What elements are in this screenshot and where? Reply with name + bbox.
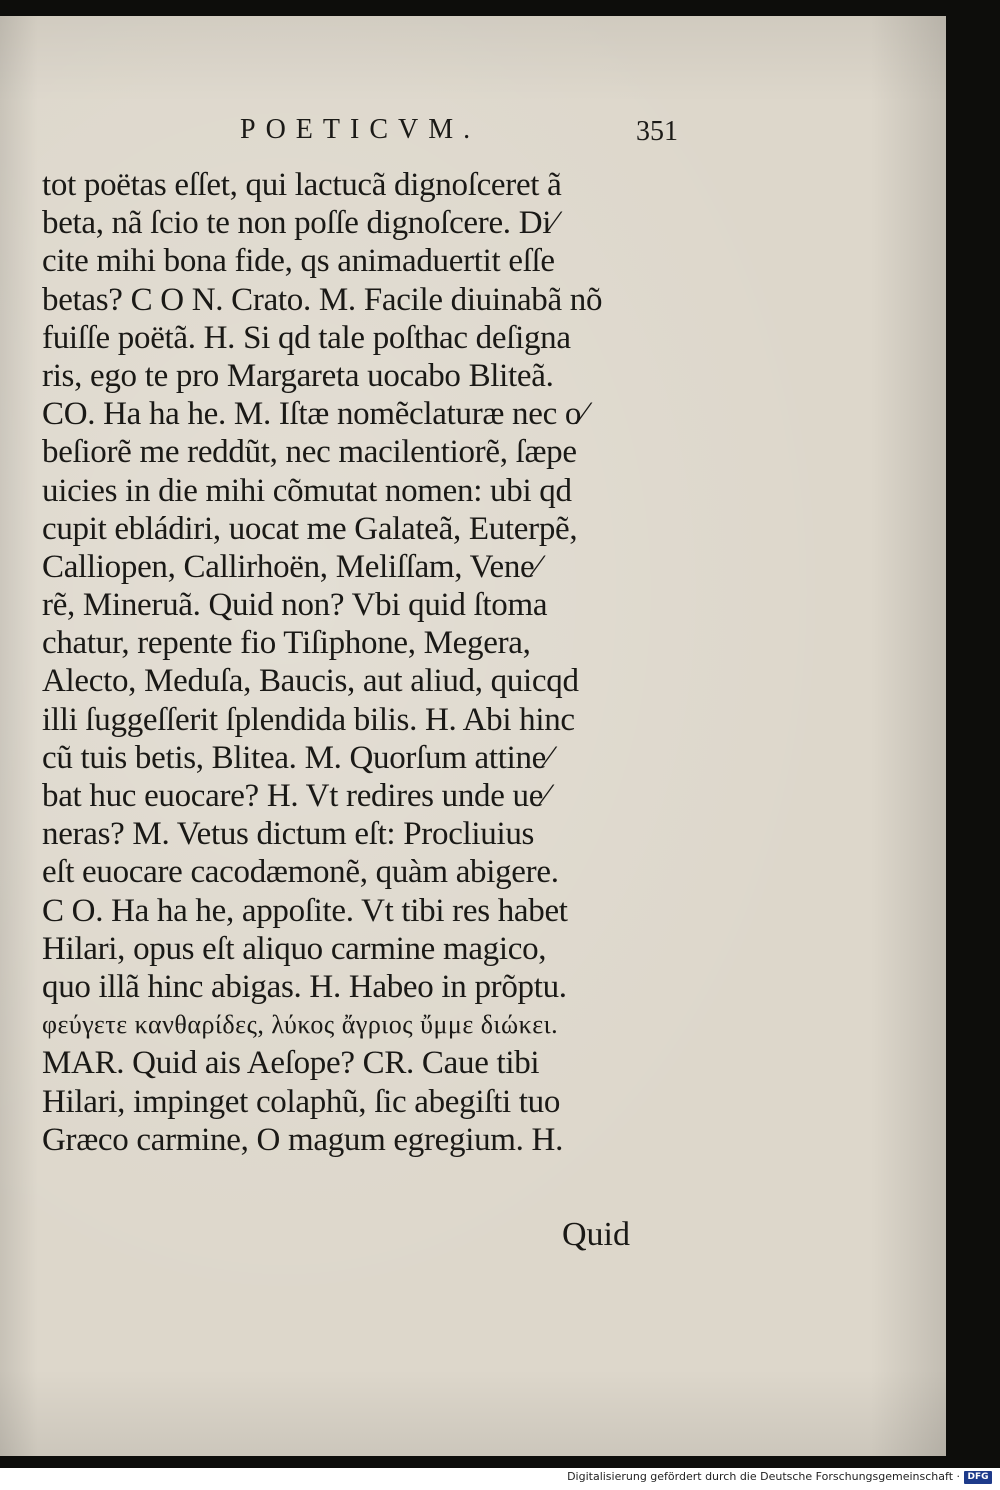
greek-verse-line: φεύγετε κανθαρίδες, λύκος ἄγριος ὔμμε διώκει.: [42, 1010, 559, 1040]
text-line: eſt euocare cacodæmonẽ, quàm abigere.: [42, 854, 559, 891]
page-number: 351: [636, 116, 678, 147]
text-line: illi ſuggeſſerit ſplendida bilis. H. Abi hinc: [42, 701, 575, 738]
dfg-logo-icon: DFG: [964, 1471, 992, 1484]
text-line: Hilari, impinget colaphũ, ſic abegiſti tuo: [42, 1083, 561, 1120]
catchword: Quid: [562, 1216, 630, 1253]
text-line: Alecto, Meduſa, Baucis, aut aliud, quicqd: [42, 663, 579, 700]
text-line: tot poëtas eſſet, qui lactucã dignoſceret ã: [42, 167, 562, 203]
text-line: Calliopen, Callirhoën, Meliſſam, Vene⁄: [42, 548, 540, 585]
text-block: [42, 166, 692, 1159]
text-line: cupit ebládiri, uocat me Galateã, Euterpẽ,: [42, 510, 578, 547]
text-line: fuiſſe poëtã. H. Si qd tale poſthac deſigna: [42, 319, 571, 356]
text-line: beſiorẽ me reddũt, nec macilentiorẽ, ſæpe: [42, 434, 577, 471]
text-line: chatur, repente fio Tiſiphone, Megera,: [42, 625, 531, 662]
funding-credit: Digitalisierung gefördert durch die Deutsche Forschungsgemeinschaft ·: [567, 1470, 960, 1483]
text-line: quo illã hinc abigas. H. Habeo in prõptu.: [42, 968, 567, 1005]
running-head: POETICVM.: [240, 114, 481, 145]
text-line: rẽ, Mineruã. Quid non? Vbi quid ſtoma: [42, 587, 548, 624]
text-line: neras? M. Vetus dictum eſt: Procliuius: [42, 816, 535, 853]
text-line: uicies in die mihi cõmutat nomen: ubi qd: [42, 472, 572, 509]
text-line: C O. Ha ha he, appoſite. Vt tibi res habet: [42, 892, 568, 929]
text-line: bat huc euocare? H. Vt redires unde ue⁄: [42, 778, 549, 814]
text-line: MAR. Quid ais Aeſope? CR. Caue tibi: [42, 1045, 540, 1082]
text-line: betas? C O N. Crato. M. Facile diuinabã nõ: [42, 281, 603, 318]
text-line: beta, nã ſcio te non poſſe dignoſcere. Di⁄: [42, 205, 557, 242]
text-line: CO. Ha ha he. M. Iſtæ nomẽclaturæ nec o⁄: [42, 396, 587, 433]
footer-strip: [0, 1468, 1000, 1490]
text-line: cite mihi bona fide, qs animaduertit eſſe: [42, 243, 555, 280]
text-line: Græco carmine, O magum egregium. H.: [42, 1121, 564, 1158]
text-line: cũ tuis betis, Blitea. M. Quorſum attine⁄: [42, 739, 552, 776]
text-line: Hilari, opus eſt aliquo carmine magico,: [42, 930, 547, 967]
text-line: ris, ego te pro Margareta uocabo Bliteã.: [42, 357, 554, 394]
book-page: [0, 16, 946, 1456]
